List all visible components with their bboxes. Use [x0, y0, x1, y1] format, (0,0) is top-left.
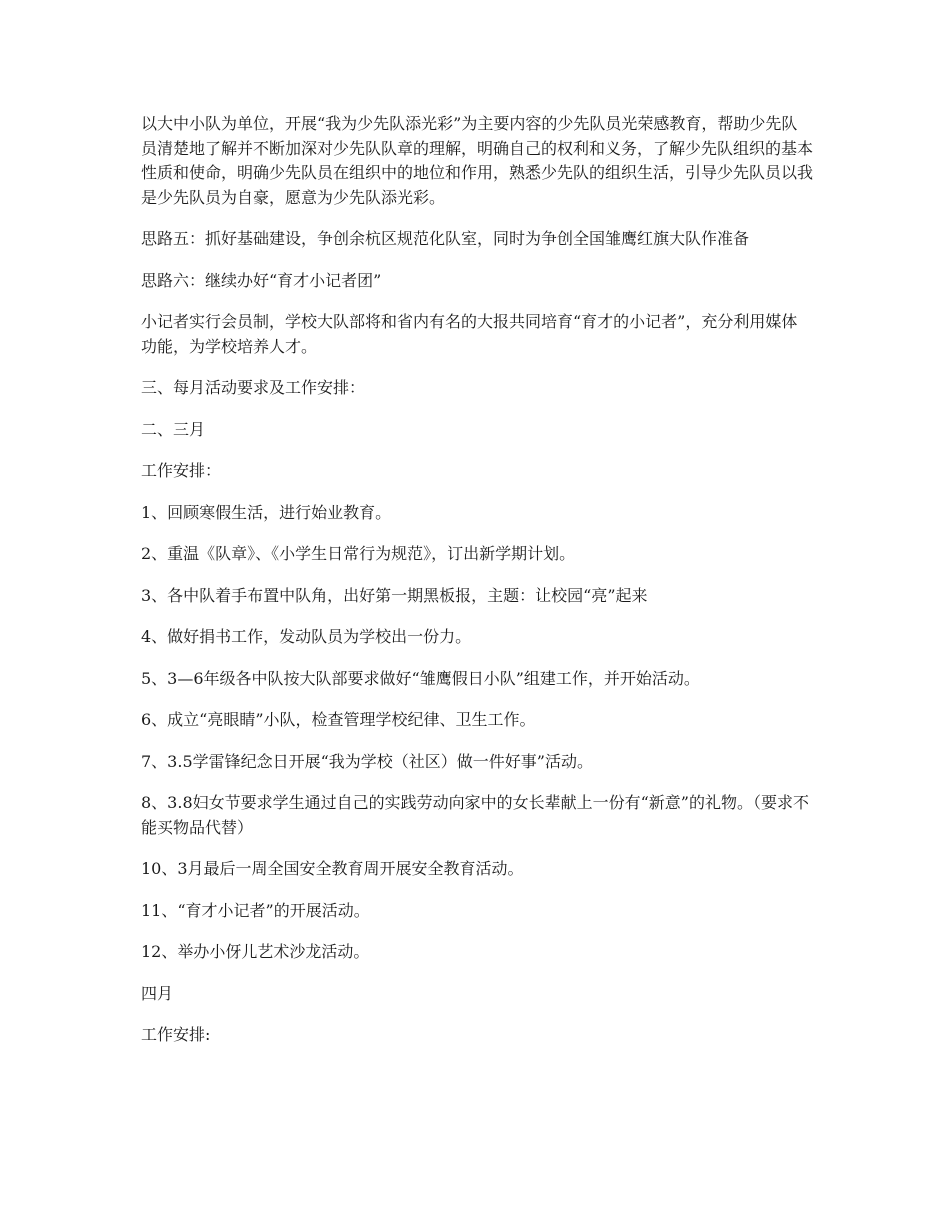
list-item: 2、重温《队章》、《小学生日常行为规范》，订出新学期计划。	[141, 544, 576, 563]
document-body	[141, 112, 813, 1065]
month-heading-april: 四月	[141, 983, 174, 1003]
list-item: 3、各中队着手布置中队角，出好第一期黑板报，主题：让校园“亮”起来	[141, 585, 648, 605]
paragraph-idea-five: 思路五：抓好基础建设，争创余杭区规范化队室，同时为争创全国雏鹰红旗大队作准备	[141, 229, 750, 248]
work-plan-label: 工作安排:	[141, 1025, 211, 1044]
month-heading-feb-mar: 二、三月	[141, 419, 206, 439]
list-item: 8、3.8妇女节要求学生通过自己的实践劳动向家中的女长辈献上一份有“新意”的礼物。（要求不能买物品代替）	[141, 793, 809, 837]
paragraph-reporter: 小记者实行会员制，学校大队部将和省内有名的大报共同培育“育才的小记者”，充分利用媒体功能，为学校培养人才。	[141, 312, 798, 356]
list-item: 7、3.5学雷锋纪念日开展“我为学校（社区）做一件好事”活动。	[141, 751, 593, 771]
list-item: 6、成立“亮眼睛”小队，检查管理学校纪律、卫生工作。	[141, 710, 536, 729]
list-item: 10、3月最后一周全国安全教育周开展安全教育活动。	[141, 859, 524, 878]
list-item: 5、3—6年级各中队按大队部要求做好“雏鹰假日小队”组建工作，并开始活动。	[141, 668, 700, 688]
list-item: 12、举办小伢儿艺术沙龙活动。	[141, 942, 370, 961]
section-heading-monthly: 三、每月活动要求及工作安排：	[141, 378, 366, 397]
list-item: 11、“育才小记者”的开展活动。	[141, 900, 370, 920]
list-item: 1、回顾寒假生活，进行始业教育。	[141, 502, 392, 522]
work-plan-label: 工作安排：	[141, 461, 222, 480]
paragraph-intro: 以大中小队为单位，开展“我为少先队添光彩”为主要内容的少先队员光荣感教育，帮助少先队员清楚地了解并不断加深对少先队队章的理解，明确自己的权利和义务，了解少先队组织的基本性质和使命，明确少先队员在组织中的地位和作用，熟悉少先队的组织生活，引导少先队员以我是少先队员为自豪，愿意为少先队添光彩。	[141, 114, 814, 207]
list-item: 4、做好捐书工作，发动队员为学校出一份力。	[141, 627, 472, 646]
paragraph-idea-six: 思路六：继续办好“育才小记者团”	[141, 270, 382, 290]
